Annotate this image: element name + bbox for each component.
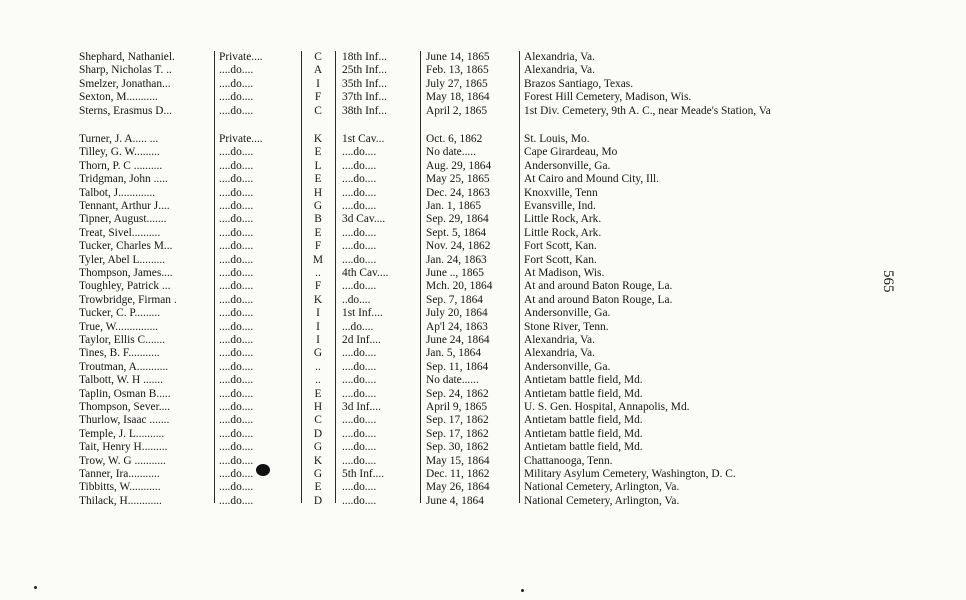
- entry-name: Thurlow, Isaac .......: [79, 414, 170, 427]
- entry-rank: ....do....: [219, 186, 254, 199]
- entry-place: Chattanooga, Tenn.: [524, 454, 613, 467]
- entry-rank: ....do....: [219, 374, 254, 387]
- entry-company: G: [313, 441, 323, 454]
- burial-record-row: [0, 254, 880, 267]
- entry-company: C: [314, 414, 322, 427]
- entry-company: G: [313, 200, 323, 212]
- entry-rank: ....do....: [219, 427, 254, 440]
- entry-regiment: 18th Inf...: [342, 51, 387, 63]
- entry-name: True, W...............: [79, 320, 159, 333]
- burial-record-row: [0, 361, 880, 374]
- entry-company: L: [314, 159, 322, 172]
- entry-place: Stone River, Tenn.: [524, 320, 609, 333]
- entry-regiment: ....do....: [342, 481, 377, 494]
- entry-name: Tibbitts, W...........: [79, 481, 161, 494]
- entry-date: No date.....: [426, 146, 476, 159]
- entry-name: Trowbridge, Firman .: [79, 293, 177, 306]
- burial-record-row: [0, 187, 880, 200]
- burial-record-row: [0, 468, 880, 481]
- entry-regiment: 4th Cav....: [342, 267, 389, 279]
- burial-record-row: [0, 133, 880, 146]
- entry-regiment: ....do....: [342, 253, 377, 266]
- entry-company: I: [316, 320, 320, 333]
- entry-regiment: ....do....: [342, 173, 377, 186]
- entry-date: Dec. 24, 1863: [426, 186, 490, 199]
- entry-name: Tanner, Ira...........: [79, 468, 160, 480]
- entry-rank: ....do....: [219, 307, 254, 320]
- entry-rank: Private....: [219, 51, 263, 63]
- entry-regiment: 35th Inf...: [342, 77, 387, 90]
- entry-name: Troutman, A...........: [79, 360, 169, 373]
- entry-place: Fort Scott, Kan.: [524, 240, 597, 253]
- entry-rank: ....do....: [219, 226, 254, 239]
- entry-regiment: ....do....: [342, 240, 377, 253]
- entry-place: Brazos Santiago, Texas.: [524, 77, 634, 90]
- entry-date: April 9, 1865: [426, 401, 488, 413]
- entry-date: Sep. 24, 1862: [426, 387, 489, 400]
- entry-company: I: [316, 334, 320, 346]
- entry-date: Sep. 11, 1864: [426, 360, 489, 373]
- entry-place: Alexandria, Va.: [524, 334, 595, 346]
- entry-rank: ....do....: [219, 240, 254, 253]
- entry-date: Sep. 7, 1864: [426, 293, 483, 306]
- entry-company: F: [314, 240, 322, 253]
- entry-company: H: [313, 186, 323, 199]
- entry-name: Tucker, Charles M...: [79, 240, 173, 253]
- entry-name: Thompson, James....: [79, 267, 173, 279]
- entry-date: May 25, 1865: [426, 173, 490, 186]
- entry-regiment: ....do....: [342, 200, 377, 212]
- entry-regiment: ....do....: [342, 226, 377, 239]
- entry-place: Antietam battle field, Md.: [524, 441, 643, 454]
- entry-place: Alexandria, Va.: [524, 51, 595, 63]
- entry-rank: ....do....: [219, 347, 254, 360]
- entry-place: At and around Baton Rouge, La.: [524, 280, 673, 293]
- entry-place: Evansville, Ind.: [524, 200, 596, 212]
- burial-record-row: [0, 388, 880, 401]
- entry-company: A: [313, 64, 323, 77]
- entry-place: Alexandria, Va.: [524, 347, 595, 360]
- entry-place: 1st Div. Cemetery, 9th A. C., near Meade's Station, Va: [524, 104, 771, 117]
- entry-name: Smelzer, Jonathan...: [79, 77, 171, 90]
- entry-regiment: ....do....: [342, 414, 377, 427]
- burial-record-row: [0, 173, 880, 186]
- entry-regiment: ....do....: [342, 454, 377, 467]
- burial-record-row: [0, 51, 880, 64]
- entry-place: National Cemetery, Arlington, Va.: [524, 481, 680, 494]
- entry-name: Turner, J. A..... ...: [79, 133, 159, 145]
- burial-record-row: [0, 213, 880, 226]
- entry-name: Trow, W. G ...........: [79, 454, 166, 467]
- entry-date: Ap'l 24, 1863: [426, 320, 488, 333]
- entry-place: Military Asylum Cemetery, Washington, D. C.: [524, 468, 736, 480]
- entry-company: M: [312, 253, 324, 266]
- entry-company: B: [314, 213, 322, 226]
- entry-place: Alexandria, Va.: [524, 64, 595, 77]
- entry-regiment: ....do....: [342, 494, 377, 507]
- entry-company: K: [313, 293, 323, 306]
- entry-regiment: ....do....: [342, 146, 377, 159]
- entry-place: Antietam battle field, Md.: [524, 374, 643, 387]
- entry-name: Sexton, M...........: [79, 91, 158, 104]
- entry-rank: ....do....: [219, 494, 254, 507]
- entry-place: Little Rock, Ark.: [524, 213, 602, 226]
- entry-place: At and around Baton Rouge, La.: [524, 293, 673, 306]
- entry-rank: ....do....: [219, 334, 254, 346]
- entry-regiment: ....do....: [342, 387, 377, 400]
- entry-company: E: [314, 146, 322, 159]
- burial-record-row: [0, 160, 880, 173]
- entry-company: K: [313, 133, 323, 145]
- burial-record-row: [0, 64, 880, 77]
- entry-regiment: ....do....: [342, 427, 377, 440]
- entry-regiment: 1st Inf....: [342, 307, 383, 320]
- entry-regiment: ...do....: [342, 320, 374, 333]
- entry-regiment: ....do....: [342, 280, 377, 293]
- burial-record-row: [0, 401, 880, 414]
- entry-place: Andersonville, Ga.: [524, 159, 611, 172]
- entry-place: At Cairo and Mound City, Ill.: [524, 173, 659, 186]
- entry-date: July 27, 1865: [426, 77, 488, 90]
- entry-rank: ....do....: [219, 64, 254, 77]
- burial-record-row: [0, 294, 880, 307]
- entry-rank: ....do....: [219, 468, 254, 480]
- burial-record-row: [0, 347, 880, 360]
- entry-date: Sep. 29, 1864: [426, 213, 489, 226]
- entry-rank: ....do....: [219, 387, 254, 400]
- speck: [34, 586, 37, 589]
- entry-company: F: [314, 91, 322, 104]
- entry-name: Tipner, August.......: [79, 213, 167, 226]
- entry-name: Treat, Sivel..........: [79, 226, 161, 239]
- burial-record-row: [0, 334, 880, 347]
- burial-record-row: [0, 280, 880, 293]
- entry-name: Thilack, H............: [79, 494, 162, 507]
- entry-regiment: ....do....: [342, 159, 377, 172]
- entry-rank: ....do....: [219, 481, 254, 494]
- entry-company: G: [313, 468, 323, 480]
- entry-name: Sterns, Erasmus D...: [79, 104, 173, 117]
- entry-place: Antietam battle field, Md.: [524, 414, 643, 427]
- entry-date: Sep. 17, 1862: [426, 427, 489, 440]
- entry-company: I: [316, 307, 320, 320]
- burial-record-row: [0, 91, 880, 104]
- entry-name: Tridgman, John .....: [79, 173, 168, 186]
- entry-date: June 4, 1864: [426, 494, 484, 507]
- entry-name: Taylor, Ellis C.......: [79, 334, 166, 346]
- entry-regiment: 3d Inf....: [342, 401, 381, 413]
- entry-date: June .., 1865: [426, 267, 484, 279]
- entry-company: K: [313, 454, 323, 467]
- burial-record-row: [0, 495, 880, 508]
- burial-record-row: [0, 441, 880, 454]
- speck: [521, 589, 524, 592]
- entry-name: Thompson, Sever....: [79, 401, 171, 413]
- entry-rank: ....do....: [219, 401, 254, 413]
- entry-regiment: ....do....: [342, 360, 377, 373]
- entry-date: May 18, 1864: [426, 91, 490, 104]
- entry-regiment: 1st Cav...: [342, 133, 385, 145]
- entry-rank: ....do....: [219, 454, 254, 467]
- entry-regiment: ....do....: [342, 374, 377, 387]
- burial-record-row: [0, 146, 880, 159]
- entry-date: Jan. 1, 1865: [426, 200, 482, 212]
- entry-place: Antietam battle field, Md.: [524, 427, 643, 440]
- entry-rank: ....do....: [219, 280, 254, 293]
- entry-rank: ....do....: [219, 267, 254, 279]
- burial-record-row: [0, 374, 880, 387]
- entry-rank: ....do....: [219, 441, 254, 454]
- entry-company: H: [313, 401, 323, 413]
- entry-regiment: ....do....: [342, 186, 377, 199]
- entry-date: Jan. 5, 1864: [426, 347, 482, 360]
- entry-date: Sep. 30, 1862: [426, 441, 489, 454]
- entry-date: June 24, 1864: [426, 334, 490, 346]
- entry-name: Thorn, P. C ..........: [79, 159, 163, 172]
- entry-rank: Private....: [219, 133, 263, 145]
- burial-record-row: [0, 455, 880, 468]
- entry-place: Fort Scott, Kan.: [524, 253, 597, 266]
- entry-place: National Cemetery, Arlington, Va.: [524, 494, 680, 507]
- entry-company: ..: [315, 360, 321, 373]
- burial-record-row: [0, 200, 880, 213]
- entry-place: At Madison, Wis.: [524, 267, 605, 279]
- burial-record-row: [0, 428, 880, 441]
- entry-rank: ....do....: [219, 360, 254, 373]
- entry-date: Dec. 11, 1862: [426, 468, 490, 480]
- entry-date: June 14, 1865: [426, 51, 490, 63]
- burial-record-row: [0, 227, 880, 240]
- entry-company: ..: [315, 374, 321, 387]
- entry-company: F: [314, 280, 322, 293]
- entry-date: Aug. 29, 1864: [426, 159, 492, 172]
- entry-date: Sept. 5, 1864: [426, 226, 487, 239]
- entry-date: April 2, 1865: [426, 104, 488, 117]
- entry-rank: ....do....: [219, 146, 254, 159]
- burial-record-row: [0, 240, 880, 253]
- entry-date: May 15, 1864: [426, 454, 490, 467]
- burial-record-row: [0, 321, 880, 334]
- entry-place: Knoxville, Tenn: [524, 186, 598, 199]
- entry-date: Jan. 24, 1863: [426, 253, 487, 266]
- entry-company: C: [314, 51, 322, 63]
- entry-rank: ....do....: [219, 213, 254, 226]
- entry-name: Shephard, Nathaniel.: [79, 51, 175, 63]
- burial-record-row: [0, 481, 880, 494]
- entry-name: Talbott, W. H .......: [79, 374, 163, 387]
- entry-place: Forest Hill Cemetery, Madison, Wis.: [524, 91, 692, 104]
- entry-regiment: 25th Inf...: [342, 64, 387, 77]
- entry-name: Talbot, J.............: [79, 186, 156, 199]
- entry-regiment: 3d Cav....: [342, 213, 386, 226]
- entry-place: St. Louis, Mo.: [524, 133, 590, 145]
- entry-name: Tucker, C. P.........: [79, 307, 161, 320]
- entry-regiment: ....do....: [342, 347, 377, 360]
- entry-place: U. S. Gen. Hospital, Annapolis, Md.: [524, 401, 690, 413]
- entry-name: Tennant, Arthur J....: [79, 200, 170, 212]
- entry-date: Nov. 24, 1862: [426, 240, 491, 253]
- entry-rank: ....do....: [219, 200, 254, 212]
- entry-rank: ....do....: [219, 293, 254, 306]
- entry-date: July 20, 1864: [426, 307, 488, 320]
- entry-rank: ....do....: [219, 253, 254, 266]
- entry-name: Tines, B. F...........: [79, 347, 160, 360]
- entry-rank: ....do....: [219, 414, 254, 427]
- entry-date: Sep. 17, 1862: [426, 414, 489, 427]
- entry-name: Sharp, Nicholas T. ..: [79, 64, 172, 77]
- entry-company: E: [314, 226, 322, 239]
- entry-rank: ....do....: [219, 91, 254, 104]
- entry-company: E: [314, 387, 322, 400]
- entry-company: D: [313, 494, 323, 507]
- entry-company: E: [314, 481, 322, 494]
- entry-date: May 26, 1864: [426, 481, 490, 494]
- entry-place: Antietam battle field, Md.: [524, 387, 643, 400]
- entry-rank: ....do....: [219, 77, 254, 90]
- entry-company: I: [316, 77, 320, 90]
- entry-name: Temple, J. L..........: [79, 427, 165, 440]
- entry-company: E: [314, 173, 322, 186]
- entry-regiment: 38th Inf...: [342, 104, 387, 117]
- entry-name: Tyler, Abel L.........: [79, 253, 166, 266]
- entry-place: Andersonville, Ga.: [524, 307, 611, 320]
- burial-record-row: [0, 307, 880, 320]
- entry-date: Mch. 20, 1864: [426, 280, 493, 293]
- entry-place: Andersonville, Ga.: [524, 360, 611, 373]
- entry-place: Cape Girardeau, Mo: [524, 146, 618, 159]
- entry-rank: ....do....: [219, 173, 254, 186]
- entry-name: Toughley, Patrick ...: [79, 280, 171, 293]
- entry-rank: ....do....: [219, 320, 254, 333]
- entry-name: Tait, Henry H.........: [79, 441, 168, 454]
- burial-record-row: [0, 267, 880, 280]
- entry-name: Tilley, G. W.........: [79, 146, 160, 159]
- entry-regiment: 5th Inf....: [342, 468, 385, 480]
- entry-regiment: 37th Inf...: [342, 91, 387, 104]
- burial-record-row: [0, 105, 880, 118]
- entry-company: C: [314, 104, 322, 117]
- entry-place: Little Rock, Ark.: [524, 226, 602, 239]
- burial-record-row: [0, 78, 880, 91]
- entry-rank: ....do....: [219, 104, 254, 117]
- entry-name: Taplin, Osman B.....: [79, 387, 171, 400]
- entry-date: No date......: [426, 374, 479, 387]
- entry-company: D: [313, 427, 323, 440]
- entry-company: G: [313, 347, 323, 360]
- page-number: 565: [880, 270, 896, 293]
- entry-date: Oct. 6, 1862: [426, 133, 483, 145]
- entry-regiment: 2d Inf....: [342, 334, 381, 346]
- burial-record-row: [0, 414, 880, 427]
- entry-company: ..: [315, 267, 321, 279]
- entry-rank: ....do....: [219, 159, 254, 172]
- entry-regiment: ..do....: [342, 293, 371, 306]
- entry-regiment: ....do....: [342, 441, 377, 454]
- entry-date: Feb. 13, 1865: [426, 64, 489, 77]
